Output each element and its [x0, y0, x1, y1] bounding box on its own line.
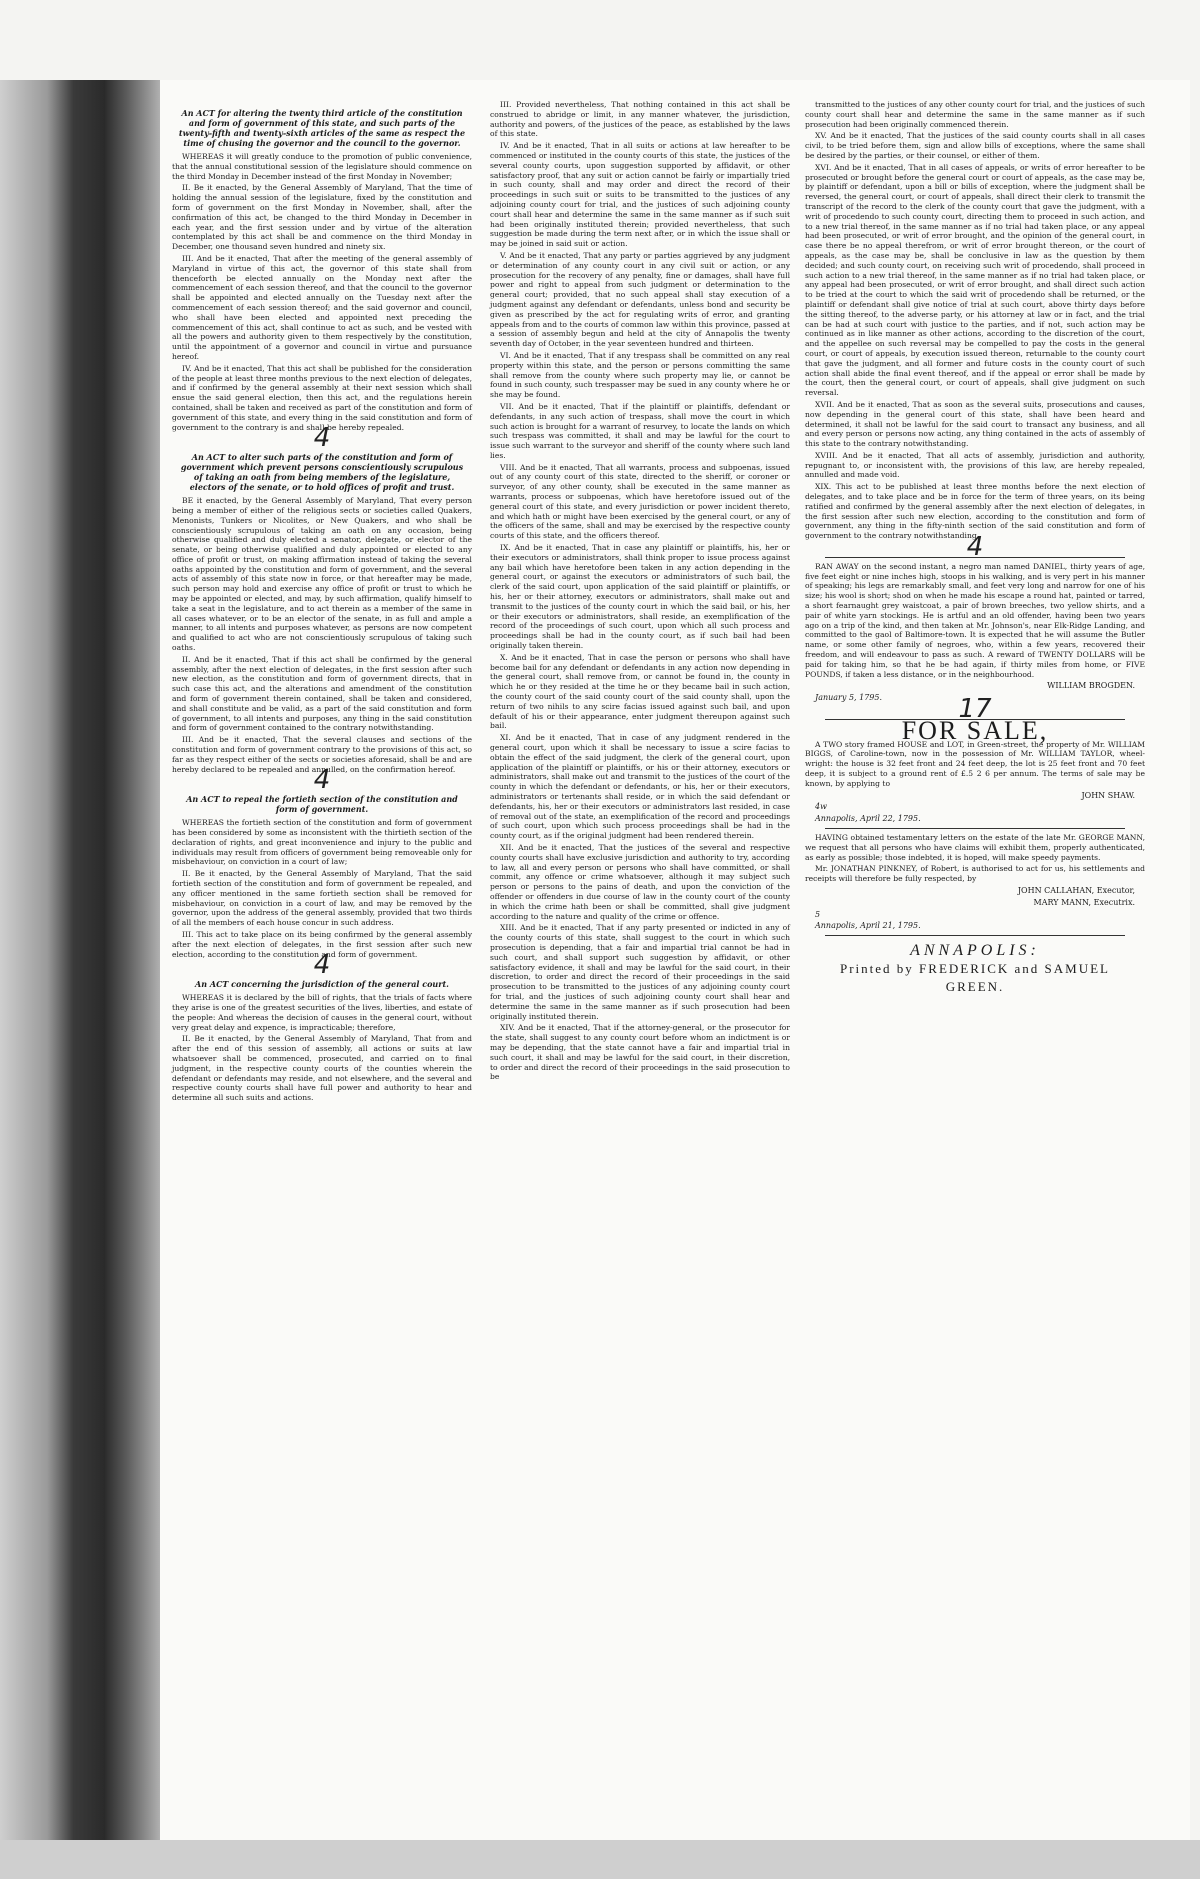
sale-mark: 4w	[815, 802, 827, 812]
estate-signature: JOHN CALLAHAN, Executor,	[1017, 885, 1135, 895]
estate-mark: 5	[815, 909, 821, 919]
imprint	[805, 942, 1145, 996]
act2-title: An ACT to alter such parts of the constitution and form of government which prevent persons conscientiously scrupulous of taking an oath from being members of the legislature, electors of the senate, or to hold offices of profit and trust.	[180, 452, 464, 493]
act4-paragraph: VIII. And be it enacted, That all warrants, process and subpoenas, issued out of any county court of this state, directed to the sheriff, or coroner or surveyor, of any other county, shall be executed in the same manner as warrants, process or subpoenas, which have heretofore issued out of the general court of this state, and every jurisdiction or power incident thereto, and which hath or might have been exercised by the general court, or any of the officers of the same, shall and may be exercised by the respective county courts of this state, and the officers thereof.	[490, 462, 790, 541]
act4-paragraph: XV. And be it enacted, That the justices of the said county courts shall in all cases civil, to be tried before them, sign and allow bills of exceptions, where the same shall be desired by the parties, or their counsel, or either of them.	[805, 131, 1145, 160]
estate-notice: HAVING obtained testamentary letters on the estate of the late Mr. GEORGE MANN, we request that all persons who have claims will exhibit them, properly authenticated, as early as possible; those indebted, it is hoped, will make speedy payments.	[805, 832, 1145, 862]
act3-title: An ACT to repeal the fortieth section of the constitution and form of government.	[186, 794, 458, 815]
divider	[825, 935, 1125, 936]
act4-paragraph: VII. And be it enacted, That if the plaintiff or plaintiffs, defendant or defendants, in any such action of trespass, shall move the court in which such action is brought for a warrant of resurvey, to locate the lands on which such trespass was committed, it shall and may be lawful for the court to issue such warrant to the surveyor and sheriff of the county where such land lies.	[490, 401, 790, 460]
act4-title: An ACT concerning the jurisdiction of the general court.	[195, 979, 449, 990]
act4-paragraph: II. Be it enacted, by the General Assembly of Maryland, That from and after the end of this session of assembly, all actions or suits at law whatsoever shall be commenced, prosecuted, and carried on to final judgment, in the respective county courts of the counties wherein the defendant or defendants may reside, and not elsewhere, and the several and respective county courts shall have full power and authority to hear and determine all such suits and actions.	[172, 1034, 472, 1103]
column-2	[490, 100, 790, 1084]
sale-date: Annapolis, April 22, 1795.	[815, 814, 921, 824]
sale-heading: FOR SALE,	[901, 715, 1049, 745]
act1-paragraph: WHEREAS it will greatly conduce to the promotion of public convenience, that the annual constitutional session of the legislature should commence on the third Monday in December instead of the first Monday in November;	[172, 152, 472, 181]
act2-paragraph: II. And be it enacted, That if this act shall be confirmed by the general assembly, after the next election of delegates, in the first session after such new election, as the constitution and form of government directs, that in such case this act, and the alterations and amendment of the constitution and form of government therein contained, shall be taken and considered, and shall constitute and be valid, as a part of the said constitution and form of government, to all intents and purposes, any thing in the said constitution and form of government contained to the contrary notwithstanding.	[172, 654, 472, 733]
act4-paragraph: XVII. And be it enacted, That as soon as the several suits, prosecutions and causes, now depending in the general court of this state, shall have been heard and determined, it shall not be lawful for the said court to transact any business, and all and every person or persons now acting, any thing contained in the acts of assembly of this state to the contrary notwithstanding.	[805, 399, 1145, 449]
act4-paragraph: III. Provided nevertheless, That nothing contained in this act shall be construed to abridge or limit, in any manner whatever, the jurisdiction, authority and powers, of the justices of the peace, as established by the laws of this state.	[490, 100, 790, 139]
imprint-printers: GREEN.	[945, 979, 1005, 995]
act3-paragraph: WHEREAS the fortieth section of the constitution and form of government has been considered by some as inconsistent with the thirtieth section of the declaration of rights, and great inconvenience and injury to the public and individuals may result from officers of government being removeable only for misbehaviour, on conviction in a court of law;	[172, 818, 472, 867]
act4-paragraph: IX. And be it enacted, That in case any plaintiff or plaintiffs, his, her or their executors or administrators, shall think proper to issue process against any bail which have heretofore been taken in any action depending in the general court, or against the executors or administrators of such bail, the clerk of the said court, upon application of the said plaintiff or plaintiffs, or his, her or their attorney, executors or administrators, shall make out and transmit to the justices of the county court in which the said bail, or his, her or their executors or administrators, shall reside, an exemplification of the record of the proceedings of such court, upon which all such process and proceedings shall be had in the county court, as if such bail had been originally taken therein.	[490, 543, 790, 651]
act4-paragraph: X. And be it enacted, That in case the person or persons who shall have become bail for any defendant or defendants in any action now depending in the general court, shall remove from, or cannot be found in, the county in which he or they resided at the time he or they became bail in such action, the county court of the said county court of the said county shall, upon the return of two nihils to any scire facias issued against such bail, and upon default of his or their appearance, enter judgment thereupon against such bail.	[490, 652, 790, 731]
runaway-signature: WILLIAM BROGDEN.	[1047, 681, 1135, 691]
act4-paragraph: XII. And be it enacted, That the justices of the several and respective county courts shall have exclusive jurisdiction and authority to try, according to law, all and every person or persons who shall have committed, or shall commit, any offence or crime whatsoever, although it may subject such person or persons to the pains of death, and upon the conviction of the offender or offenders in due course of law in the county court of the county in which the crime hath been or shall be committed, shall give judgment according to the nature and quality of the crime or offence.	[490, 842, 790, 921]
divider	[825, 828, 1125, 829]
estate-notice: Mr. JONATHAN PINKNEY, of Robert, is authorised to act for us, his settlements and receipts will therefore be fully respected, by	[805, 864, 1145, 884]
act4-paragraph: WHEREAS it is declared by the bill of rights, that the trials of facts where they arise is one of the greatest securities of the lives, liberties, and estate of the people: And whereas the decision of causes in the general court, without very great delay and expence, is impracticable; therefore,	[172, 993, 472, 1032]
runaway-ad: RAN AWAY on the second instant, a negro man named DANIEL, thirty years of age, five feet eight or nine inches high, stoops in his walking, and is very pert in his manner of speaking; his legs are remarkably small, and feet very long and narrow for one of his size; his wool is short; shod on when he made his escape a round hat, painted or tarred, a short fearnaught grey waistcoat, a pair of brown breeches, two yellow shirts, and a pair of white yarn stockings. He is artful and an old offender, having been two years ago on a trip of the kind, and then taken at Mr. Johnson's, near Elk-Ridge Landing, and committed to the gaol of Baltimore-town. It is expected that he will assume the Butler name, or some other family of negroes, who, within a few years, recovered their freedom, and will endeavour to pass as such. A reward of TWENTY DOLLARS will be paid for taking him, so that he be had again, if thirty miles from home, or FIVE POUNDS, if taken a less distance, or in the neighbourhood.	[805, 561, 1145, 679]
page-gutter-shadow	[105, 80, 165, 1840]
act2-paragraph: BE it enacted, by the General Assembly of Maryland, That every person being a member of either of the religious sects or societies called Quakers, Menonists, Tunkers or Nicolites, or New Quakers, and who shall be conscientiously scrupulous of taking an oath on any occasion, being otherwise qualified and duly elected a senator, delegate, or elector of the senate, or being otherwise qualified and duly appointed or elected to any office of profit or trust, on making affirmation instead of taking the several oaths appointed by the constitution and form of government, and the several acts of assembly of this state now in force, or that hereafter may be made, such person may hold and exercise any office of profit or trust to which he may be appointed or elected, and may, by such affirmation, qualify himself to take a seat in the legislature, and to act therein as a member of the same in all cases whatever, or to be an elector of the senate, in as full and ample a manner, to all intents and purposes whatever, as persons are now competent and qualified to act who are not conscientiously scrupulous of taking such oaths.	[172, 496, 472, 653]
scan-bottom-edge	[0, 1840, 1200, 1879]
act4-paragraph: VI. And be it enacted, That if any trespass shall be committed on any real property within this state, and the person or persons committing the same shall remove from the county where such property may lie, or cannot be found in such county, such trespasser may be sued in any county where he or she may be found.	[490, 350, 790, 400]
handwritten-mark: 4	[313, 765, 331, 796]
sale-signature: JOHN SHAW.	[1081, 790, 1135, 800]
book-spine	[0, 80, 105, 1840]
imprint-printers: Printed by FREDERICK and SAMUEL	[840, 961, 1110, 977]
act3-paragraph: II. Be it enacted, by the General Assembly of Maryland, That the said fortieth section of the constitution and form of government be repealed, and any officer mentioned in the same fortieth section shall be removed for misbehaviour, on conviction in a court of law, and may be removed by the governor, upon the address of the general assembly, provided that two thirds of all the members of each house concur in such address.	[172, 869, 472, 928]
estate-date: Annapolis, April 21, 1795.	[815, 921, 921, 931]
act3-paragraph: III. This act to take place on its being confirmed by the general assembly after the next election of delegates, in the first session after such new election, according to the constitution and form of government.	[172, 929, 472, 959]
runaway-date: January 5, 1795.	[815, 693, 883, 703]
act1-paragraph: II. Be it enacted, by the General Assembly of Maryland, That the time of holding the annual session of the legislature, fixed by the constitution and form of government on the first Monday in November, shall, after the confirmation of this act, be changed to the third Monday in December in each year, and the first session under and by virtue of the alteration contemplated by this act shall be and commence on the third Monday in December, one thousand seven hundred and ninety six.	[172, 183, 472, 252]
column-3	[805, 100, 1145, 996]
handwritten-mark: 17	[958, 694, 992, 725]
handwritten-mark: 4	[966, 532, 984, 563]
act1-title: An ACT for altering the twenty third article of the constitution and form of government of this state, and such parts of the twenty-fifth and twenty-sixth articles of the same as respect the time of chusing the governor and the council to the governor.	[178, 108, 466, 148]
handwritten-mark: 4	[313, 423, 331, 454]
handwritten-mark: 4	[313, 950, 331, 981]
sale-ad: A TWO story framed HOUSE and LOT, in Green-street, the property of Mr. WILLIAM BIGGS, of Caroline-town, now in the possession of Mr. WILLIAM TAYLOR, wheel-wright: the house is 32 feet front and 24 feet deep, the lot is 25 feet front and 70 feet deep, it is subject to a ground rent of £.5 2 6 per annum. The terms of sale may be known, by applying to	[805, 739, 1145, 788]
act4-paragraph: XIII. And be it enacted, That if any party presented or indicted in any of the county courts of this state, shall suggest to the court in which such prosecution is depending, that a fair and impartial trial cannot be had in such court, and shall support such suggestion by affidavit, or other satisfactory evidence, it shall and may be lawful for the said court, in their discretion, to order and direct the record of their proceedings in the said prosecution to be transmitted to the justices of any adjoining county court for trial, and the justices of such adjoining county court shall hear and determine the same in the same manner as if such prosecution had been originally instituted therein.	[490, 923, 790, 1021]
act4-paragraph: V. And be it enacted, That any party or parties aggrieved by any judgment or determination of any county court in any civil suit or action, or any prosecution for the recovery of any penalty, fine or damages, shall have full power and right to appeal from such judgment or determination to the general court; provided, that no such appeal shall stay execution of a judgment against any defendant or defendants, unless bond and security be given as prescribed by the act for regulating writs of error, and granting appeals from and to the courts of common law within this province, passed at a session of assembly begun and held at the city of Annapolis the twenty seventh day of October, in the year seventeen hundred and thirteen.	[490, 250, 790, 349]
act1-paragraph: III. And be it enacted, That after the meeting of the general assembly of Maryland in virtue of this act, the governor of this state shall from thenceforth be elected annually on the Monday next after the commencement of each session thereof, and that the council to the governor shall be appointed and elected annually on the Tuesday next after the commencement of each session thereof; and the said governor and council, who shall have been elected and appointed next preceding the commencement of this act, shall continue to act as such, and be vested with all the powers and authority given to them respectively by the constitution, until the appointment of a governor and council in virtue and pursuance hereof.	[172, 253, 472, 361]
act4-paragraph: IV. And be it enacted, That in all suits or actions at law hereafter to be commenced or instituted in the county courts of this state, the justices of the several county courts, upon suggestion supported by affidavit, or other satisfactory proof, that any suit or action cannot be fairly or impartially tried in such county, shall and may order and direct the record of their proceedings in such suit or suits to be transmitted to the justices of any adjoining county court for trial, and the justices of such adjoining county court shall hear and determine the same in the same manner as if such suit had been originally instituted therein; provided nevertheless, that such suggestion be made during the term next after, or in which the issue shall or may be joined in said suit or action.	[490, 141, 790, 249]
act4-paragraph: XIV. And be it enacted, That if the attorney-general, or the prosecutor for the state, shall suggest to any county court before whom an indictment is or may be depending, that the state cannot have a fair and impartial trial in such court, it shall and may be lawful for the said court, in their discretion, to order and direct the record of their proceedings in the said prosecution to be	[490, 1023, 790, 1082]
act1-paragraph: IV. And be it enacted, That this act shall be published for the consideration of the people at least three months previous to the next election of delegates, and if confirmed by the general assembly at their next session which shall ensue the said general election, then this act, and the regulations herein contained, shall be taken and received as part of the constitution and form of government of this state, and every thing in the said constitution and form of government to the contrary is and shall be hereby repealed.	[172, 363, 472, 432]
act4-paragraph: transmitted to the justices of any other county court for trial, and the justices of such county court shall hear and determine the same in the same manner as if such prosecution had been originally commenced therein.	[805, 100, 1145, 129]
estate-signature: MARY MANN, Executrix.	[1033, 897, 1135, 907]
act2-paragraph: III. And be it enacted, That the several clauses and sections of the constitution and form of government contrary to the provisions of this act, so far as they respect either of the sects or societies aforesaid, shall be and are hereby declared to be repealed and annulled, on the confirmation hereof.	[172, 735, 472, 774]
act4-paragraph: XVIII. And be it enacted, That all acts of assembly, jurisdiction and authority, repugnant to, or inconsistent with, the provisions of this law, are hereby repealed, annulled and made void.	[805, 450, 1145, 480]
act4-paragraph: XIX. This act to be published at least three months before the next election of delegates, and to take place and be in force for the term of three years, on its being ratified and confirmed by the general assembly after the next election of delegates, in the first session after such new election, according to the constitution and form of government, any thing in the fifty-ninth section of the said constitution and form of government to the contrary notwithstanding.	[805, 482, 1145, 541]
column-1	[172, 100, 472, 1105]
imprint-city: ANNAPOLIS:	[910, 942, 1040, 960]
act4-paragraph: XVI. And be it enacted, That in all cases of appeals, or writs of error hereafter to be prosecuted or brought before the general court or court of appeals, as the case may be, by plaintiff or defendant, upon a bill or bills of exception, where the judgment shall be reversed, the general court, or court of appeals, shall direct their clerk to transmit the transcript of the record to the clerk of the county court that gave the judgment, with a writ of procedendo to such county court, directing them to proceed in such action, and to a new trial thereof, in the same manner as if no trial had taken place, or any appeal had been prosecuted, or writ of error brought, and the opinion of the general court, in case there be no appeal therefrom, or writ of error brought thereon, or the court of appeals, as the case may be, shall be conclusive in law as the question by them decided; and such county court, on receiving such writ of procedendo, shall proceed in such action to a new trial thereof, in the same manner as if no trial had taken place, or any appeal had been prosecuted, or writ of error brought, and shall direct such action to be tried at the court to which the said writ of procedendo shall be returned, or the plaintiff or defendant shall give notice of trial at such court, above thirty days before the sitting thereof, to the adverse party, or his attorney at law or in fact, and the trial can be had at such court with justice to the parties, and if not, such action may be continued as in like manner as other actions, according to the discretion of the court, and the appellee on such reversal may be compelled to pay the costs in the general court, or court of appeals, by execution issued thereon, returnable to the county court that gave the judgment, and all former and future costs in the county court of such action shall abide the final event thereof, and if the appeal or error shall be made by the court, then the general court, or court of appeals, shall give judgment on such reversal.	[805, 162, 1145, 398]
act4-paragraph: XI. And be it enacted, That in case of any judgment rendered in the general court, upon which it shall be necessary to issue a scire facias to obtain the effect of the said judgment, the clerk of the general court, upon application of the plaintiff or plaintiffs, or his or their attorney, executors or administrators, shall make out and transmit to the justices of the court of the county in which the defendant or defendants, or his, her or their executors, administrators or tertenants shall reside, or in which the said defendant or defendants, his, her or their executors or administrators last resided, in case of removal out of the state, an exemplification of the record and proceedings of such court, upon which such process proceedings shall be had in the county court, as if the original judgment had been rendered therein.	[490, 733, 790, 841]
